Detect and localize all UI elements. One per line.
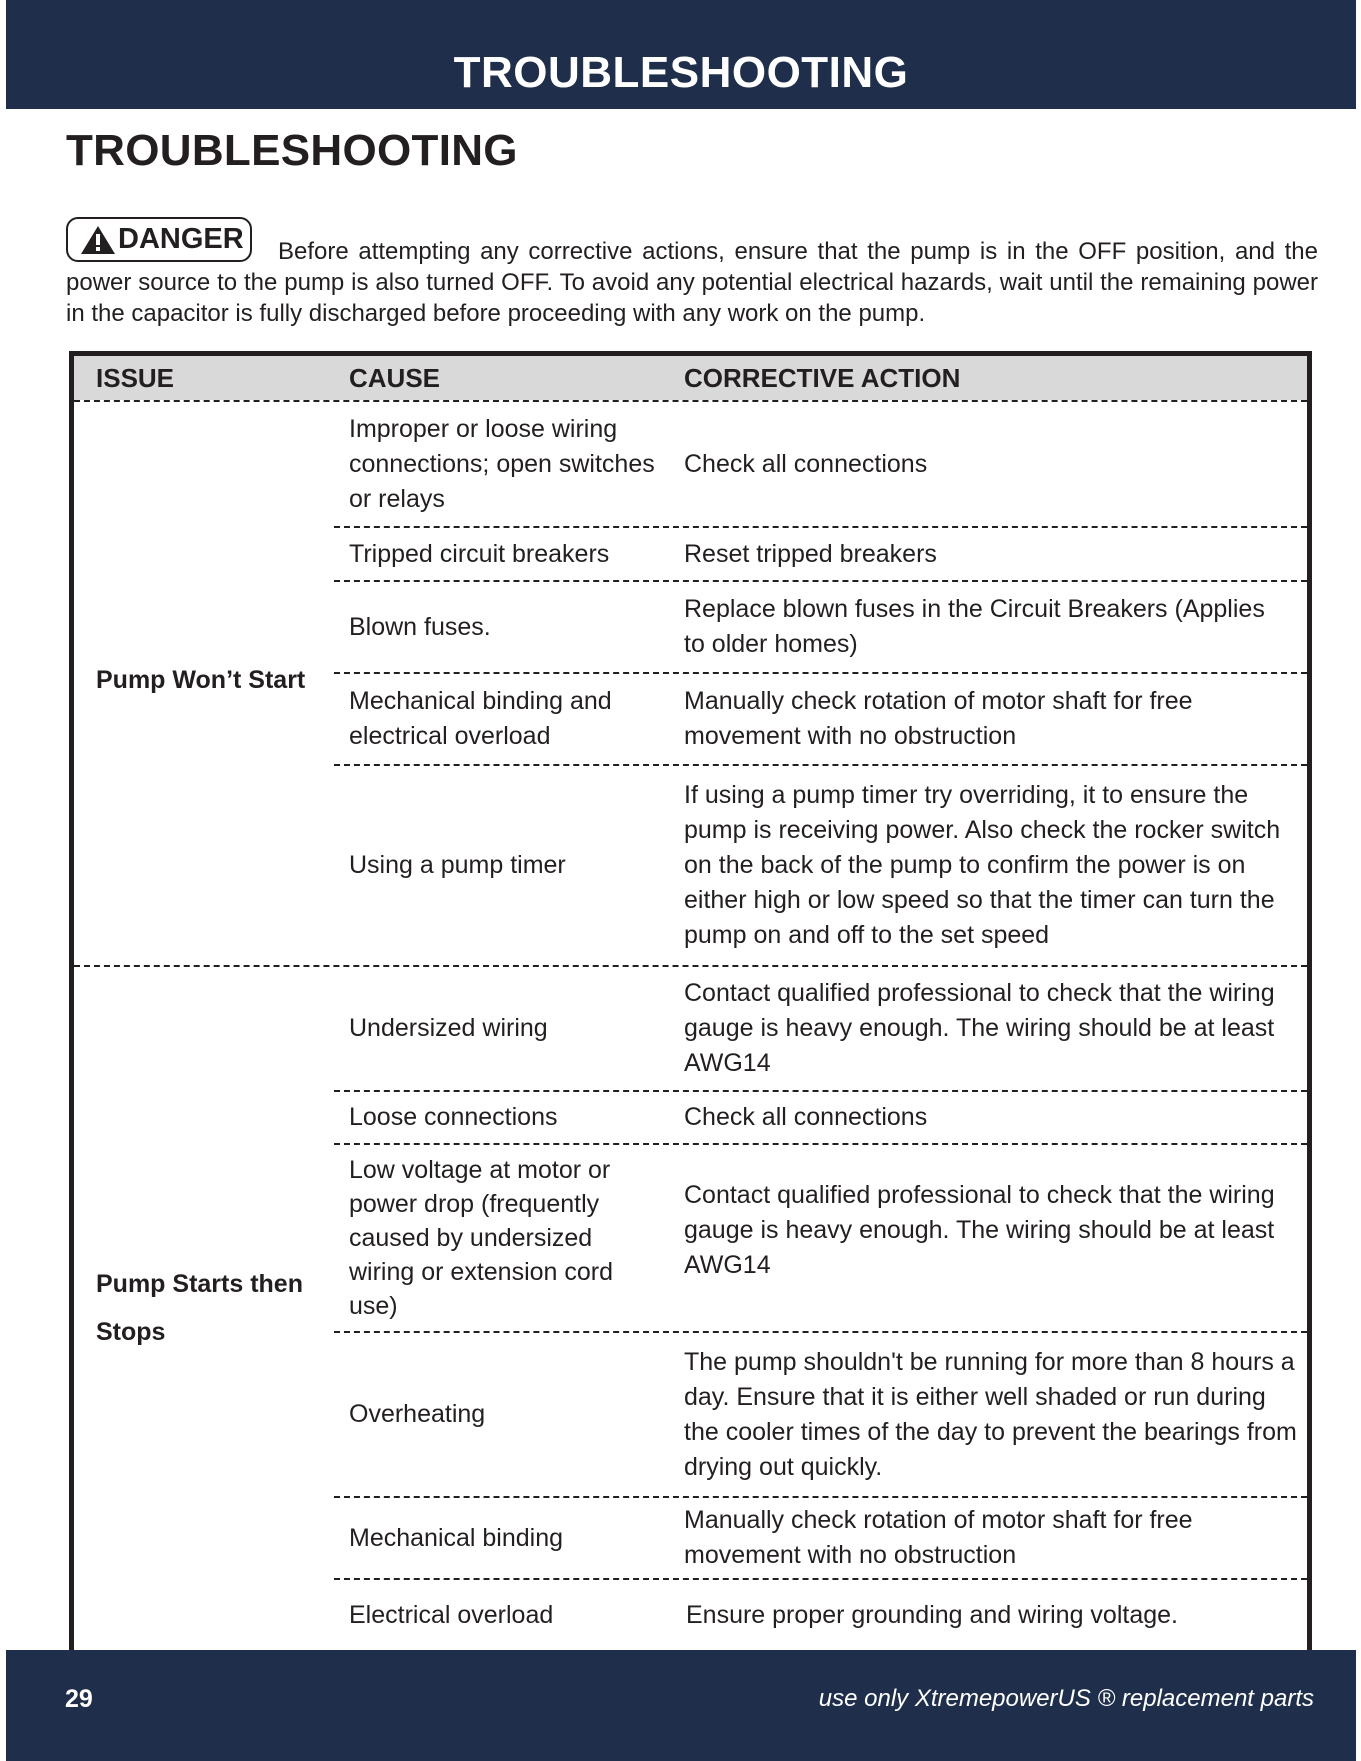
cause-cell: Overheating xyxy=(349,1400,486,1428)
header-cause: CAUSE xyxy=(349,363,441,393)
header-action: CORRECTIVE ACTION xyxy=(684,363,961,393)
page-number: 29 xyxy=(65,1685,93,1713)
action-cell: Check all connections xyxy=(684,449,928,478)
issue-pump-wont-start: Pump Won’t Start xyxy=(96,666,306,694)
top-banner xyxy=(6,0,1356,109)
action-cell: The pump shouldn't be running for more than 8 hours a day. Ensure that it is either well shaded or run during the cooler times of the day to prevent the bearings from drying out quickly. xyxy=(684,1347,1297,1481)
cause-cell: Blown fuses. xyxy=(349,612,491,641)
action-cell: Check all connections xyxy=(684,1103,928,1131)
cause-cell: Mechanical binding xyxy=(349,1523,564,1552)
action-cell: Reset tripped breakers xyxy=(684,539,937,568)
action-cell: Contact qualified professional to check that the wiring gauge is heavy enough. The wiring should be at least AWG14 xyxy=(684,1180,1275,1279)
cause-cell: Low voltage at motor or power drop (frequently caused by undersized wiring or extension cord use) xyxy=(349,1156,614,1320)
footer-bar xyxy=(6,1650,1356,1761)
issue-pump-starts-then-stops: Pump Starts then xyxy=(96,1270,303,1298)
page-title: TROUBLESHOOTING xyxy=(66,126,518,175)
cause-cell: Electrical overload xyxy=(349,1600,554,1629)
action-cell: Manually check rotation of motor shaft for free movement with no obstruction xyxy=(684,687,1193,750)
danger-warning-text: Before attempting any corrective actions, ensure that the pump is in the OFF position, and the power source to the pump is also turned OFF. To avoid any potential electrical hazards, wait until the remaining power in the capacitor is fully discharged before proceeding with any work on the pump. xyxy=(66,238,1318,327)
cause-cell: Mechanical binding and electrical overload xyxy=(349,687,612,750)
action-cell: If using a pump timer try overriding, it to ensure the pump is receiving power. Also check the rocker switch on the back of the pump to confirm the power is on either high or low speed so that the timer can turn the pump on and off to the set speed xyxy=(684,781,1281,949)
action-cell: Manually check rotation of motor shaft for free movement with no obstruction xyxy=(684,1506,1193,1569)
action-cell: Contact qualified professional to check that the wiring gauge is heavy enough. The wiring should be at least AWG14 xyxy=(684,979,1275,1077)
cause-cell: Using a pump timer xyxy=(349,851,566,879)
cause-cell: Loose connections xyxy=(349,1103,558,1131)
danger-label: DANGER xyxy=(118,223,244,255)
warning-triangle-icon xyxy=(80,225,116,255)
header-issue: ISSUE xyxy=(96,363,175,393)
danger-badge xyxy=(66,217,252,262)
action-cell: Ensure proper grounding and wiring voltage. xyxy=(686,1600,1178,1629)
action-cell: Replace blown fuses in the Circuit Breakers (Applies to older homes) xyxy=(684,595,1265,658)
footer-note: use only XtremepowerUS ® replacement parts xyxy=(818,1685,1314,1712)
banner-title: TROUBLESHOOTING xyxy=(453,48,909,97)
cause-cell: Tripped circuit breakers xyxy=(349,539,610,568)
cause-cell: Undersized wiring xyxy=(349,1014,548,1042)
issue-pump-starts-then-stops-line2: Stops xyxy=(96,1318,166,1346)
cause-cell: Improper or loose wiring connections; open switches or relays xyxy=(349,414,655,513)
